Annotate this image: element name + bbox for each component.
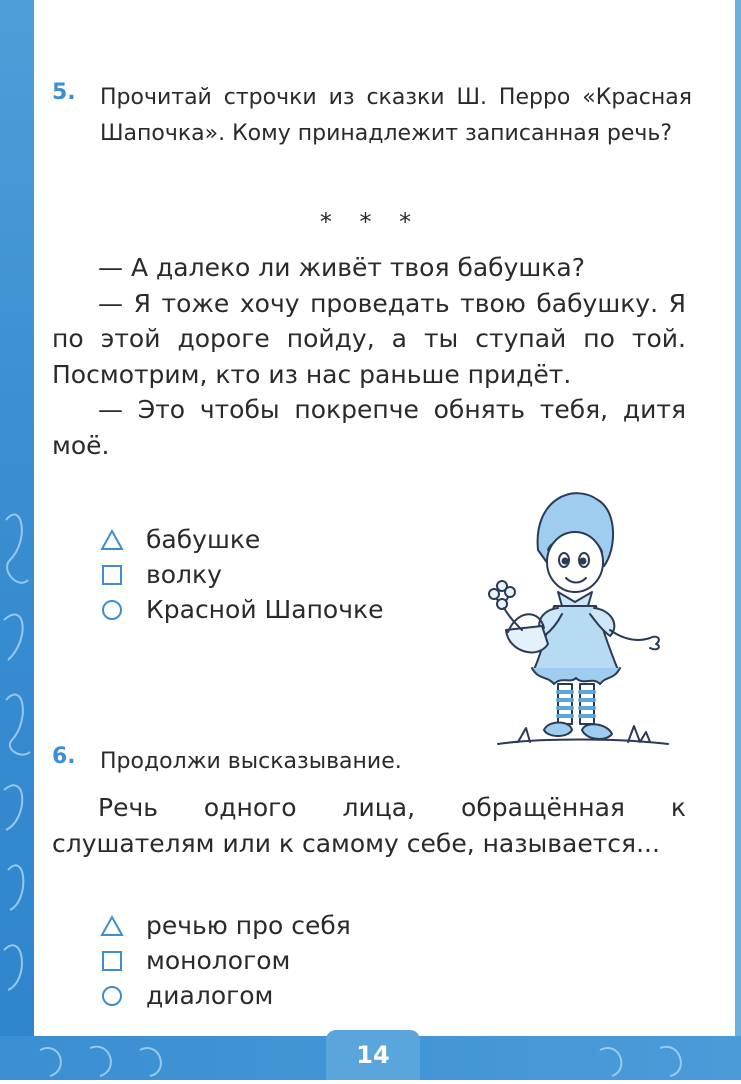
page-number-tab (326, 1030, 420, 1080)
task-5-option-2[interactable] (100, 557, 383, 592)
task-6-number: 6. (52, 744, 76, 769)
circle-icon[interactable] (100, 598, 124, 622)
statement-text: Речь одного лица, обращённая к слушателям или к самому себе, называется... (52, 793, 686, 858)
square-icon[interactable] (100, 563, 124, 587)
task-6-option-1[interactable] (100, 908, 351, 943)
triangle-icon[interactable] (100, 528, 124, 552)
task-5-number: 5. (52, 80, 76, 105)
square-icon[interactable] (100, 949, 124, 973)
fairy-tale-excerpt (52, 250, 686, 463)
excerpt-line-2: — Я тоже хочу проведать твою бабушку. Я по этой дороге пойду, а ты ступай по той. Посмотрим, кто из нас раньше придёт. (52, 288, 686, 389)
task-5-option-1[interactable] (100, 522, 383, 557)
task-6-statement (52, 790, 686, 861)
page-number: 14 (356, 1041, 390, 1069)
excerpt-line-3: — Это чтобы покрепче обнять тебя, дитя моё. (52, 395, 686, 460)
text-separator: * * * (319, 208, 422, 236)
page-frame-left (0, 0, 34, 1080)
page-frame-right (735, 0, 741, 1080)
option-label: монологом (146, 946, 291, 975)
task-6 (52, 744, 692, 784)
task-6-options (100, 908, 351, 1013)
task-6-option-3[interactable] (100, 978, 351, 1013)
option-label: бабушке (146, 525, 261, 554)
task-6-question: Продолжи высказывание. (100, 749, 402, 774)
excerpt-line-1: — А далеко ли живёт твоя бабушка? (98, 253, 585, 282)
option-label: Красной Шапочке (146, 595, 384, 624)
little-red-riding-hood-illustration (478, 480, 678, 750)
task-5-options (100, 522, 383, 627)
option-label: диалогом (146, 981, 274, 1010)
task-5-option-3[interactable] (100, 592, 383, 627)
task-6-option-2[interactable] (100, 943, 351, 978)
option-label: речью про себя (146, 911, 351, 940)
task-5-question: Прочитай строчки из сказки Ш. Перро «Красная Шапочка». Кому принадлежит записанная речь? (100, 85, 692, 146)
task-5 (52, 80, 692, 190)
triangle-icon[interactable] (100, 914, 124, 938)
circle-icon[interactable] (100, 984, 124, 1008)
option-label: волку (146, 560, 222, 589)
